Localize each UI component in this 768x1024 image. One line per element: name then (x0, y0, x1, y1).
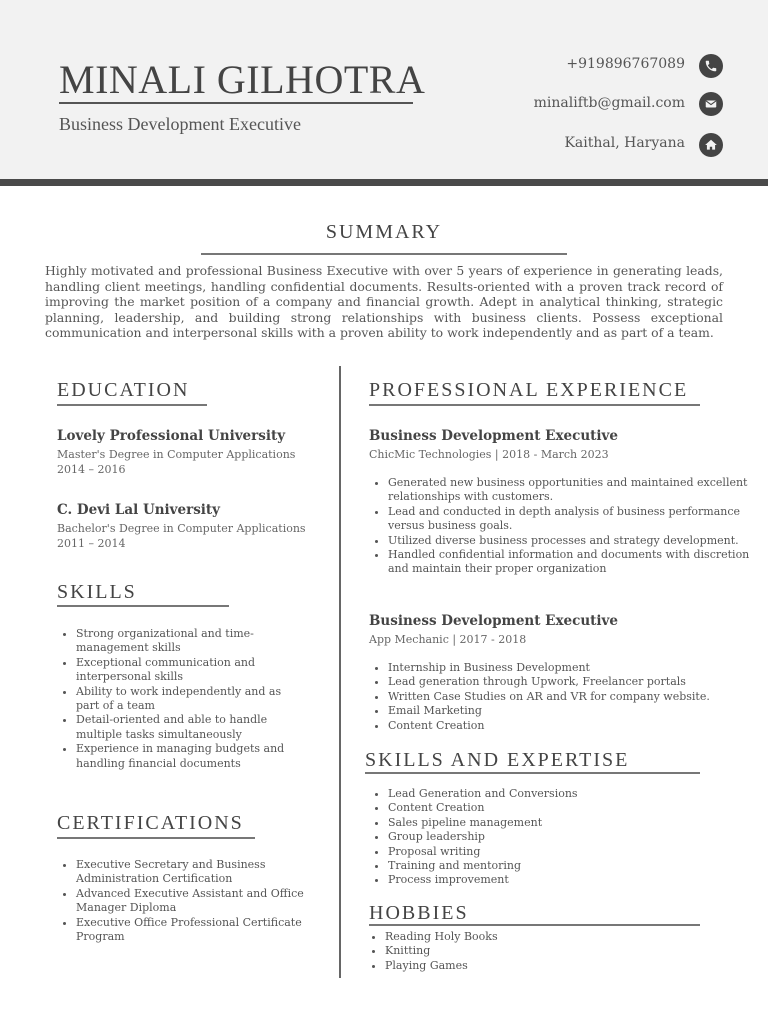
home-icon (699, 133, 723, 157)
list-item: • Generated new business opportunities and maintained excellent relationships with customers. (388, 476, 758, 505)
job-title: Business Development Executive (369, 428, 618, 444)
list-item: • Knitting (385, 944, 745, 958)
hobbies-list (366, 930, 745, 973)
list-item: • Reading Holy Books (385, 930, 745, 944)
phone-number[interactable]: +919896767089 (566, 56, 685, 72)
skills-rule (57, 605, 229, 607)
summary-text: Highly motivated and professional Business Executive with over 5 years of experience in generating leads, handling client meetings, handling confidential documents. Results-oriented with a proven track record of improving the market position of a company and financial growth. Adept in analytical thinking, strategic planning, leadership, and building strong relationships with business clients. Possess exceptional communication and interpersonal skills with a proven ability to work independently and as part of a team. (45, 263, 723, 340)
list-item: • Strong organizational and time-management skills (76, 627, 300, 656)
list-item: • Email Marketing (388, 704, 758, 718)
education-heading: EDUCATION (57, 379, 190, 401)
candidate-role: Business Development Executive (59, 114, 301, 134)
degree: Bachelor's Degree in Computer Applications (57, 522, 306, 535)
list-item: • Executive Office Professional Certificate Program (76, 916, 310, 945)
job-company: ChicMic Technologies | 2018 - March 2023 (369, 448, 609, 461)
list-item: • Exceptional communication and interpersonal skills (76, 656, 300, 685)
list-item: • Experience in managing budgets and handling financial documents (76, 742, 300, 771)
education-years: 2014 – 2016 (57, 462, 126, 476)
list-item: • Internship in Business Development (388, 661, 758, 675)
list-item: • Ability to work independently and as part of a team (76, 685, 300, 714)
email-address[interactable]: minaliftb@gmail.com (533, 95, 685, 111)
list-item: • Content Creation (388, 719, 758, 733)
experience-heading: PROFESSIONAL EXPERIENCE (369, 379, 689, 401)
phone-icon (699, 54, 723, 78)
expertise-heading: SKILLS AND EXPERTISE (365, 749, 630, 771)
expertise-list (369, 787, 748, 888)
list-item: • Advanced Executive Assistant and Office Manager Diploma (76, 887, 310, 916)
list-item: • Detail-oriented and able to handle multiple tasks simultaneously (76, 713, 300, 742)
header-divider-bar (0, 179, 768, 186)
experience-rule (369, 404, 700, 406)
email-icon (699, 92, 723, 116)
name-underline (59, 102, 413, 104)
hobbies-heading: HOBBIES (369, 902, 469, 924)
list-item: • Executive Secretary and Business Administration Certification (76, 858, 310, 887)
list-item: • Lead Generation and Conversions (388, 787, 748, 801)
hobbies-rule (369, 924, 700, 926)
skills-list (57, 627, 300, 771)
list-item: • Lead and conducted in depth analysis of business performance versus business goals. (388, 505, 758, 534)
education-years: 2011 – 2014 (57, 536, 126, 550)
list-item: • Content Creation (388, 801, 748, 815)
candidate-name: MINALI GILHOTRA (59, 57, 426, 102)
school-name: Lovely Professional University (57, 428, 286, 444)
certifications-heading: CERTIFICATIONS (57, 812, 244, 834)
job-entry (369, 613, 739, 646)
list-item: • Process improvement (388, 873, 748, 887)
expertise-rule (365, 772, 700, 774)
certifications-list (57, 858, 310, 944)
list-item: • Sales pipeline management (388, 816, 748, 830)
job-bullets (369, 476, 758, 577)
list-item: • Lead generation through Upwork, Freelancer portals (388, 675, 758, 689)
list-item: • Written Case Studies on AR and VR for company website. (388, 690, 758, 704)
skills-heading: SKILLS (57, 581, 137, 603)
summary-heading: SUMMARY (325, 221, 443, 243)
education-item (57, 428, 327, 477)
list-item: • Proposal writing (388, 845, 748, 859)
degree: Master's Degree in Computer Applications (57, 448, 296, 461)
column-divider (339, 366, 341, 978)
header (0, 0, 768, 179)
summary-rule (201, 253, 567, 255)
list-item: • Training and mentoring (388, 859, 748, 873)
certifications-rule (57, 837, 255, 839)
list-item: • Utilized diverse business processes and strategy development. (388, 534, 758, 548)
school-name: C. Devi Lal University (57, 502, 221, 518)
list-item: • Handled confidential information and documents with discretion and maintain their proper organization (388, 548, 758, 577)
job-bullets (369, 661, 758, 733)
job-title: Business Development Executive (369, 613, 618, 629)
education-rule (57, 404, 207, 406)
list-item: • Group leadership (388, 830, 748, 844)
job-company: App Mechanic | 2017 - 2018 (369, 633, 527, 646)
location: Kaithal, Haryana (564, 135, 685, 151)
job-entry (369, 428, 739, 461)
list-item: • Playing Games (385, 959, 745, 973)
education-item (57, 502, 327, 551)
